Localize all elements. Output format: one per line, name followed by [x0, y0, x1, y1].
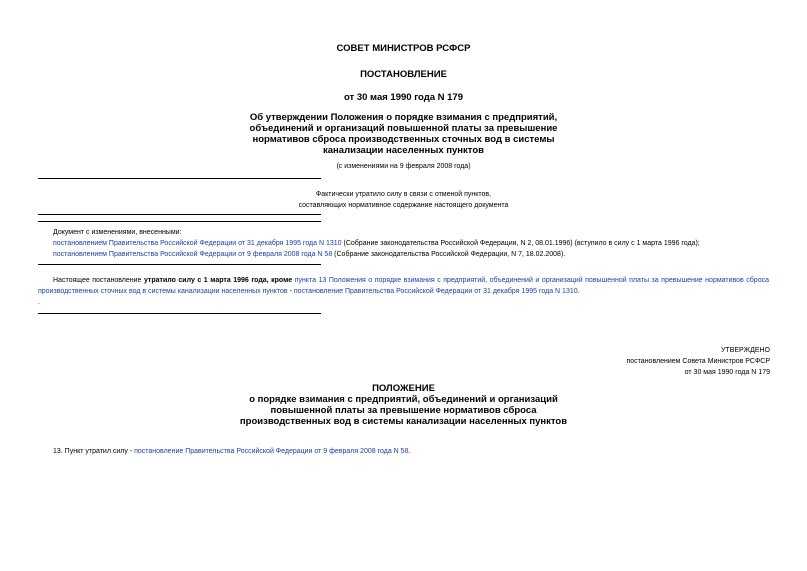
change-link-2[interactable]: постановлением Правительства Российской Федерации от 9 февраля 2008 года N 58 [53, 251, 333, 258]
resolution-58-link[interactable]: постановление Правительства Российской Федерации от 9 февраля 2008 года N 58 [134, 448, 409, 455]
subtitle-line: повышенной платы за превышение нормативов сброса [270, 405, 537, 416]
change-source-1: (Собрание законодательства Российской Федерации, N 2, 08.01.1996) (вступило в силу с 1 марта 1996 года); [341, 240, 700, 247]
amendments-note: (с изменениями на 9 февраля 2008 года) [336, 163, 471, 170]
dot-line: . [38, 299, 40, 306]
change-source-2: (Собрание законодательства Российской Федерации, N 7, 18.02.2008). [332, 251, 566, 258]
change-link-1[interactable]: постановлением Правительства Российской Федерации от 31 декабря 1995 года N 1310 [53, 240, 342, 247]
document-date-number: от 30 мая 1990 года N 179 [343, 92, 464, 103]
change-item-1 [53, 238, 793, 249]
approval-stamp [626, 345, 770, 378]
title-line: Об утверждении Положения о порядке взимания с предприятий, [249, 112, 558, 123]
divider-line [38, 264, 321, 265]
divider-line [38, 178, 321, 179]
approval-title: УТВЕРЖДЕНО [720, 347, 770, 354]
divider-line [38, 214, 321, 215]
divider-line [38, 221, 321, 222]
subtitle-line: производственных вод в системы канализации населенных пунктов [239, 416, 568, 427]
status-line: Фактически утратило силу в связи с отменой пунктов, [315, 191, 492, 198]
validity-bold-text: утратило силу с 1 марта 1996 года, кроме [143, 277, 293, 284]
validity-text: Настоящее постановление [53, 277, 144, 284]
regulation-subtitle [0, 394, 807, 427]
title-line: канализации населенных пунктов [323, 145, 484, 156]
change-item-2 [53, 249, 793, 260]
authority-title: СОВЕТ МИНИСТРОВ РСФСР [336, 43, 471, 54]
point-13: 13. Пункт утратил силу - постановление Правительства Российской Федерации от 9 февраля 2008 года N 58. [53, 448, 411, 455]
title-line: нормативов сброса производственных сточных вод в системы [252, 134, 555, 145]
regulation-title: ПОЛОЖЕНИЕ [372, 383, 435, 394]
approval-line: от 30 мая 1990 года N 179 [684, 369, 770, 376]
subtitle-line: о порядке взимания с предприятий, объединений и организаций [249, 394, 558, 405]
point-13-text: 13. Пункт утратил силу - [53, 448, 135, 455]
document-type: ПОСТАНОВЛЕНИЕ [360, 69, 447, 80]
resolution-1310-link[interactable]: постановление Правительства Российской Федерации от 31 декабря 1995 года N 1310 [293, 288, 578, 295]
validity-paragraph: Настоящее постановление утратило силу с 1 марта 1996 года, кроме пункта 13 Положения о порядке взимания с предприятий, объединений и организаций повышенной платы за превышение нормативов сброса производственных сточных вод в системы канализации населенных пунктов - постановление Правительства Российской Федерации от 31 декабря 1995 года N 1310. [38, 277, 769, 295]
approval-line: постановлением Совета Министров РСФСР [626, 358, 770, 365]
point13-link[interactable]: пункта 13 Положения о порядке взимания с предприятий, объединений и организаций повышенной платы за превышение нормативов сброса производственных сточных вод в системы канализации населенных пунктов [38, 277, 769, 295]
changes-intro: Документ с изменениями, внесенными: [53, 229, 182, 236]
status-line: составляющих нормативное содержание настоящего документа [298, 202, 509, 209]
title-line: объединений и организаций повышенной платы за превышение [249, 123, 558, 134]
status-note [0, 189, 807, 211]
document-title [0, 112, 807, 156]
divider-line [38, 313, 321, 314]
